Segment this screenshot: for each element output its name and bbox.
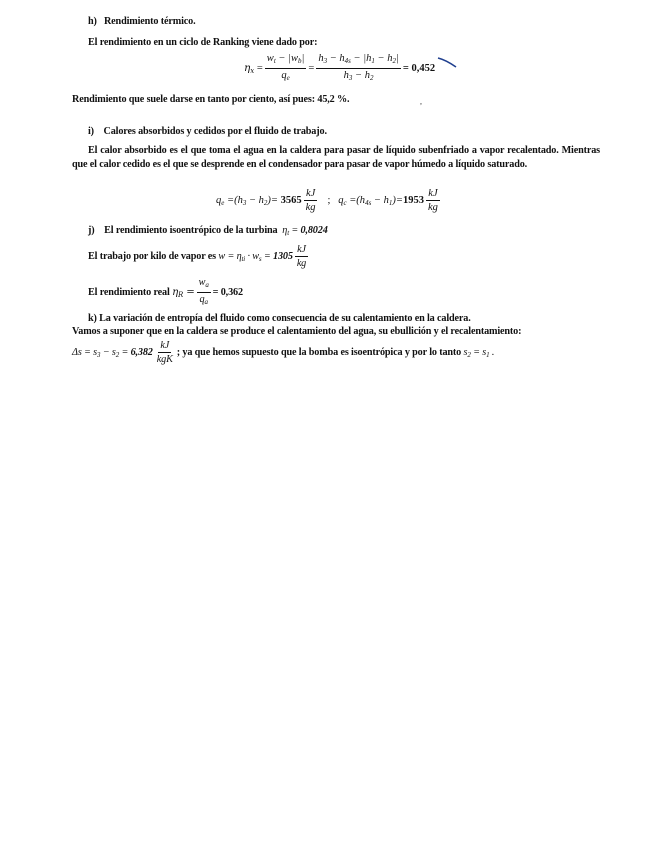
qe-lhs: $q_e =(h_3 - h_2)=$: [216, 194, 279, 207]
qe-unit: $\frac{kJ}{kg}$: [305, 188, 316, 213]
fraction-work: $\frac{w_t - |w_b|}{q_e}$: [266, 53, 305, 82]
pen-stroke-mark: [436, 55, 458, 69]
stray-mark: ,: [420, 97, 422, 106]
section-j-label: j): [88, 225, 95, 236]
work-text: El trabajo por kilo de vapor es: [88, 251, 216, 262]
section-j-heading: [88, 225, 328, 237]
section-h-label: h): [88, 16, 97, 27]
section-j-title: El rendimiento isoentrópico de la turbina: [104, 225, 278, 236]
thermal-efficiency-equation: $\eta_x$ = $\frac{w_t - |w_b|}{q_e}$ = $\frac{h_3 - h_{4s} - |h_1 - h_2|}{h_3 - h_2}$ = 0,452: [244, 53, 436, 82]
section-k-line1: Vamos a suponer que en la caldera se produce el calentamiento del agua, su ebullición y el recalentamiento:: [72, 326, 522, 337]
section-h-heading: [88, 16, 195, 27]
section-i-heading: [88, 126, 327, 137]
section-i-title: Calores absorbidos y cedidos por el fluido de trabajo.: [103, 126, 327, 137]
real-fraction: $\frac{w_a}{q_a}$: [198, 277, 209, 306]
work-equation: $w = \eta_{ti} \cdot w_s = 1305$: [218, 250, 293, 263]
section-h-intro: El rendimiento en un ciclo de Ranking viene dado por:: [88, 37, 318, 48]
section-k-title: k) La variación de entropía del fluido como consecuencia de su calentamiento en la caldera.: [88, 313, 471, 324]
entropy-unit: $\frac{kJ}{\text{kgK}}$: [156, 340, 173, 365]
section-i-paragraph: El calor absorbido es el que toma el agua en la caldera para pasar de líquido subenfriado a vapor recalentado. Mientras que el calor cedido es el que se desprende en el condensador para pasar de vapor húmedo a líquido saturado.: [72, 145, 600, 170]
qe-value: 3565: [280, 195, 302, 206]
section-i-label: i): [88, 126, 94, 137]
turbine-efficiency: $\eta_t = 0,8024$: [279, 225, 328, 237]
entropy-line: [72, 340, 494, 365]
eta-symbol: $\eta_x$: [244, 62, 255, 75]
real-value: = 0,362: [212, 287, 243, 298]
entropy-equation: $\Delta s = s_3 - s_2 = 6,382$: [72, 346, 153, 359]
percent-line: Rendimiento que suele darse en tanto por ciento, así pues: 45,2 %.: [72, 94, 350, 105]
heat-equations: [216, 188, 442, 213]
efficiency-result: = 0,452: [402, 63, 436, 74]
qc-value: 1953: [402, 195, 424, 206]
real-text: El rendimiento real: [88, 287, 170, 298]
entropy-tail-equation: $s_2 = s_1$ .: [463, 346, 495, 359]
qc-lhs: $q_c =(h_{4s} - h_1)=$: [338, 194, 403, 207]
section-h-title: Rendimiento térmico.: [103, 16, 196, 27]
eta-real: $\eta_R$ =: [172, 286, 195, 299]
entropy-tail: ; ya que hemos supuesto que la bomba es isoentrópica y por lo tanto: [176, 347, 462, 358]
work-unit: $\frac{kJ}{kg}$: [296, 244, 307, 269]
fraction-enthalpy: $\frac{h_3 - h_{4s} - |h_1 - h_2|}{h_3 - h_2}$: [318, 53, 399, 82]
real-efficiency-line: [88, 277, 243, 308]
work-line: [88, 244, 310, 269]
qc-unit: $\frac{kJ}{kg}$: [427, 188, 438, 213]
equation-separator: ;: [327, 195, 331, 206]
